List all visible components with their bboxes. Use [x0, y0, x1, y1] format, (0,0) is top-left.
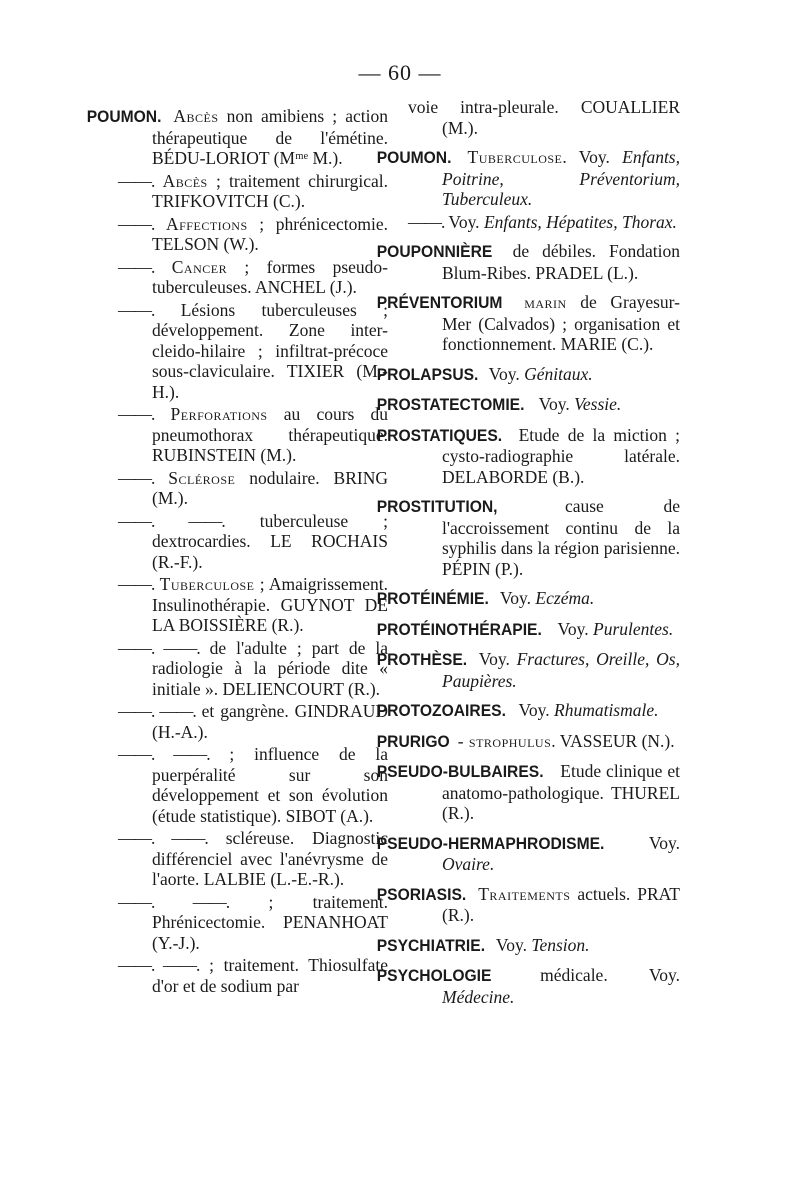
- index-entry: [118, 955, 388, 996]
- entry-subheading: Tuberculose: [467, 147, 563, 167]
- entry-dash: ——.: [408, 211, 445, 232]
- index-entry: [376, 424, 680, 488]
- entry-text: ; influence de la puerpéralité sur son développement et son évolution (étude statistique). SIBOT (A.).: [152, 744, 388, 826]
- entry-dash: ——. ——.: [118, 891, 230, 912]
- entry-subheading: Affections: [166, 213, 248, 234]
- entry-dash: ——.: [118, 467, 155, 488]
- entry-text: Voy.: [472, 649, 510, 669]
- index-entry: [118, 701, 388, 742]
- index-entry: [118, 468, 388, 509]
- entry-heading: PROSTITUTION,: [376, 497, 498, 516]
- index-entry: [376, 363, 680, 386]
- entry-subheading: Cancer: [171, 256, 228, 277]
- entry-text: ; phrénicectomie. TELSON (W.).: [152, 213, 388, 254]
- entry-dash: ——.: [118, 213, 155, 234]
- index-entry: [376, 496, 680, 579]
- entry-subheading: Tuberculose: [159, 574, 255, 594]
- entry-dash: ——.: [118, 299, 155, 320]
- entry-heading: PROSTATIQUES.: [376, 425, 503, 445]
- index-entry: [376, 883, 680, 926]
- entry-heading: PROTÉINÉMIE.: [376, 589, 489, 608]
- entry-text: ; traitement. Thiosulfate d'or et de sodium par: [152, 955, 388, 996]
- entry-text: Voy.: [621, 832, 680, 853]
- entry-reference: Tension.: [526, 934, 590, 955]
- entry-heading: POUPONNIÈRE: [376, 242, 493, 261]
- index-entry: [118, 214, 388, 255]
- index-entry: [376, 649, 680, 691]
- index-entry: [118, 257, 388, 298]
- entry-continuation: voie intra-pleurale. COUALLIER (M.).: [408, 97, 680, 138]
- entry-heading: PSYCHIATRIE.: [376, 935, 486, 955]
- index-entry: [118, 828, 388, 890]
- entry-text: Lésions tuberculeuses ; développement. Zone inter-cleido-hilaire ; infiltrat-précoce sous-claviculaire. TIXIER (M.-H.).: [152, 299, 388, 402]
- entry-reference: Vessie.: [569, 394, 622, 414]
- entry-reference: Génitaux.: [519, 363, 593, 384]
- entry-text: Etude clinique et anatomo-pathologique. THUREL (R.).: [442, 761, 680, 823]
- index-entry: [376, 965, 680, 1007]
- index-entry: [118, 574, 388, 636]
- entry-dash: ——.: [118, 256, 155, 277]
- entry-reference: Enfants, Hépatites, Thorax.: [479, 211, 677, 232]
- entry-text: Voy.: [484, 363, 520, 384]
- entry-text: tuberculeuse ; dextrocardies. LE ROCHAIS (R.-F.).: [152, 510, 388, 572]
- entry-reference: Rhumatismale.: [549, 700, 659, 720]
- entry-heading: POUMON.: [86, 107, 162, 126]
- right-column: [376, 97, 680, 1009]
- entry-text: de Grayesur-Mer (Calvados) ; organisation et fonctionnement. MARIE (C.).: [442, 292, 680, 354]
- entry-heading: PSEUDO-HERMAPHRODISME.: [376, 833, 605, 853]
- entry-heading: PSORIASIS.: [376, 884, 467, 904]
- index-entry: [118, 744, 388, 826]
- entry-reference: Eczéma.: [531, 588, 595, 608]
- entry-text: actuels. PRAT (R.).: [442, 883, 680, 925]
- entry-heading: PROTÉINOTHÉRAPIE.: [376, 619, 542, 639]
- entry-heading: PROLAPSUS.: [376, 364, 479, 384]
- index-entry: [376, 241, 680, 283]
- entry-subheading: Sclérose: [168, 467, 236, 488]
- entry-heading: PRURIGO: [376, 731, 450, 751]
- entry-heading: PROTHÈSE.: [376, 650, 468, 669]
- entry-reference: Ovaire.: [442, 854, 495, 874]
- entry-subheading: - strophulus: [457, 730, 552, 751]
- entry-dash: ——. ——.: [118, 828, 208, 848]
- entry-dash: ——. ——.: [118, 637, 200, 658]
- entry-text: et gangrène. GINDRAUD (H.-A.).: [152, 701, 389, 742]
- entry-subheading: Abcès: [173, 106, 219, 126]
- entry-dash: ——.: [118, 170, 155, 191]
- index-entry: [408, 212, 680, 233]
- index-entry: [376, 394, 680, 416]
- index-entry: [118, 300, 388, 403]
- entry-heading: POUMON.: [376, 148, 452, 167]
- entry-text: scléreuse. Diagnostic différenciel avec l'anévrysme de l'aorte. LALBIE (L.-E.-R.).: [152, 828, 389, 889]
- entry-dash: ——. ——.: [118, 955, 200, 975]
- entry-reference: Fractures, Oreille, Os, Paupières.: [442, 649, 680, 691]
- entry-subheading: Traitements: [478, 883, 571, 904]
- entry-text: au cours du pneumothorax thérapeutique. RUBINSTEIN (M.).: [152, 404, 388, 465]
- entry-heading: PROSTATECTOMIE.: [376, 395, 525, 414]
- entry-text: Etude de la miction ; cysto-radiographie latérale. DELABORDE (B.).: [442, 424, 680, 487]
- index-entry: [376, 730, 680, 753]
- entry-dash: ——. ——.: [118, 510, 225, 531]
- entry-reference: Enfants, Poitrine, Préventorium, Tuberculeux.: [442, 147, 680, 209]
- page-number: — 60 —: [358, 60, 442, 85]
- index-entry: [376, 588, 680, 610]
- entry-heading: PSEUDO-BULBAIRES.: [376, 762, 544, 781]
- index-entry: [118, 171, 388, 212]
- index-entry: [376, 832, 680, 875]
- entry-text: . VASSEUR (N.).: [551, 730, 675, 751]
- entry-heading: PRÉVENTORIUM: [376, 293, 503, 312]
- entry-text: ; formes pseudo-tuberculeuses. ANCHEL (J.).: [152, 256, 388, 297]
- index-entry: [376, 934, 680, 957]
- index-entry: [376, 618, 680, 641]
- entry-text: ; traitement chirurgical. TRIFKOVITCH (C.).: [152, 170, 388, 211]
- entry-text: Voy.: [514, 700, 550, 720]
- entry-subheading: marin: [524, 292, 567, 312]
- index-entry: [118, 892, 388, 954]
- entry-heading: PSYCHOLOGIE: [376, 966, 492, 985]
- entry-text: médicale. Voy.: [498, 965, 680, 985]
- entry-text: Voy.: [444, 211, 480, 232]
- index-entry: [376, 700, 680, 722]
- entry-text: de débiles. Fondation Blum-Ribes. PRADEL (L.).: [442, 241, 680, 283]
- entry-text: Voy.: [491, 934, 527, 955]
- entry-text: ; Amaigrissement. Insulinothérapie. GUYNOT DE LA BOISSIÈRE (R.).: [152, 574, 388, 635]
- entry-dash: ——. ——.: [118, 744, 210, 764]
- entry-subheading: Perforations: [170, 404, 268, 424]
- index-entry: [118, 638, 388, 700]
- entry-dash: ——.: [118, 574, 155, 594]
- entry-text: Voy.: [553, 618, 589, 639]
- entry-text: nodulaire. BRING (M.).: [152, 467, 388, 508]
- entry-dash: ——. ——.: [118, 701, 196, 721]
- entry-reference: Médecine.: [442, 986, 515, 1007]
- index-entry: [376, 761, 680, 824]
- entry-heading: PROTOZOAIRES.: [376, 701, 506, 720]
- index-entry: [376, 147, 680, 210]
- left-column: [86, 97, 389, 998]
- index-entry: [86, 106, 388, 169]
- index-entry: [118, 511, 388, 573]
- entry-text: cause de l'accroissement continu de la syphilis dans la région parisienne. PÉPIN (P.).: [442, 496, 680, 579]
- entry-text: Voy.: [534, 394, 570, 414]
- entry-dash: ——.: [118, 404, 155, 424]
- index-entry: [118, 404, 388, 466]
- entry-text: ; traitement. Phrénicectomie. PENANHOAT (Y.-J.).: [152, 891, 388, 953]
- index-entry: [376, 292, 680, 355]
- entry-text: de l'adulte ; part de la radiologie à la période dite « initiale ». DELIENCOURT (R.).: [152, 637, 388, 699]
- entry-text: . Voy.: [562, 147, 610, 167]
- entry-text: Voy.: [495, 588, 532, 608]
- entry-text: non amibiens ; action thérapeutique de l'émétine. BÉDU-LORIOT (Mᵐᵉ M.).: [152, 106, 388, 168]
- entry-subheading: Abcès: [162, 170, 208, 191]
- index-entry: [408, 97, 680, 138]
- entry-reference: Purulentes.: [588, 618, 674, 639]
